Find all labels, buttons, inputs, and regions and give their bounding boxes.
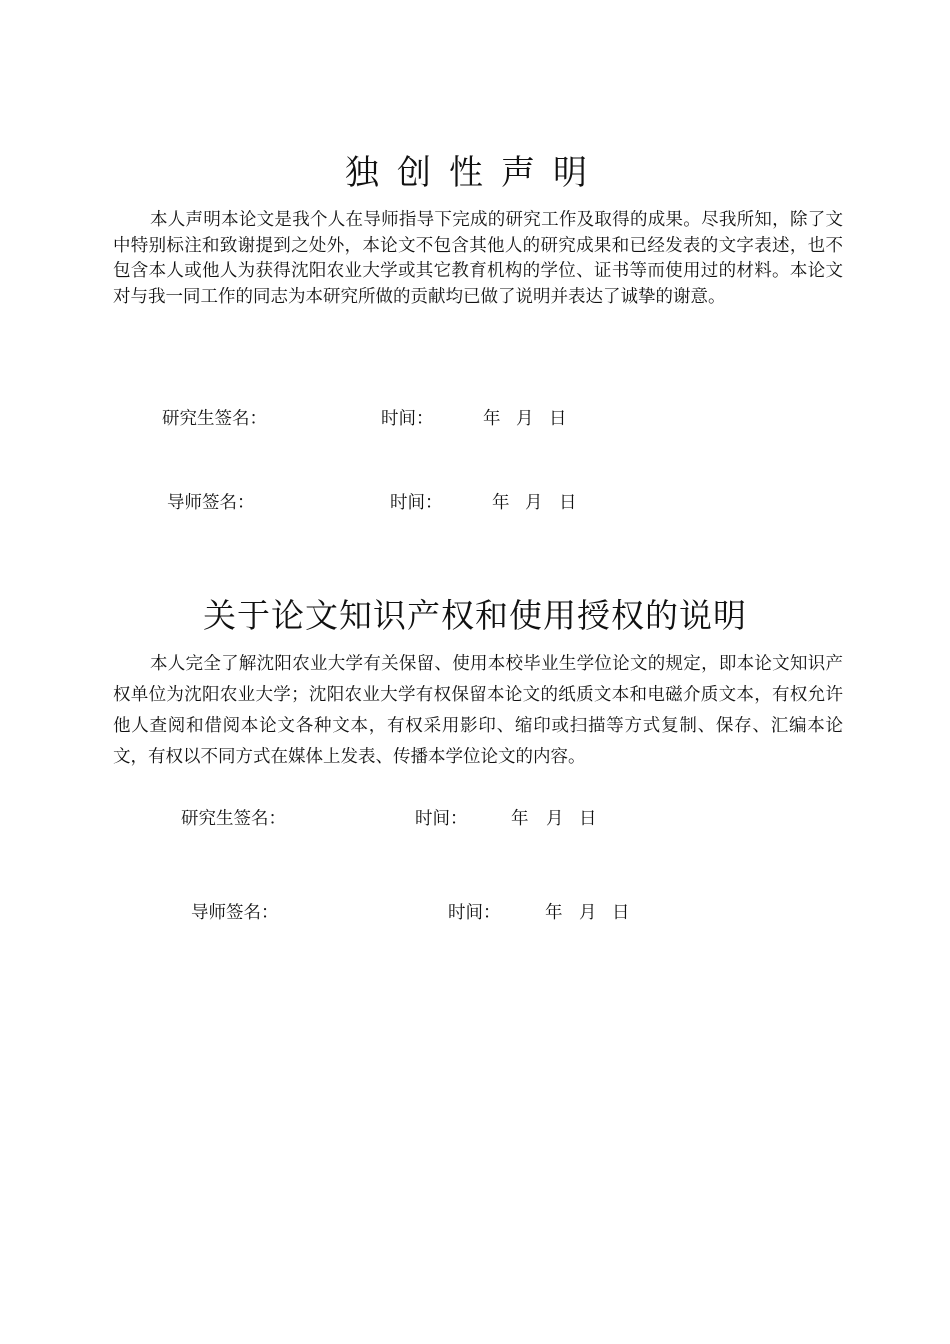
time-label: 时间： [390,493,443,513]
day-label: 日 [579,809,597,829]
student-signature-label: 研究生签名： [181,809,286,829]
advisor-signature-label: 导师签名： [167,493,255,513]
student-signature-label: 研究生签名： [162,409,267,429]
declaration-title: 独创性声明 [345,153,605,193]
month-label: 月 [546,809,564,829]
year-label: 年 [511,809,529,829]
authorization-body: 本人完全了解沈阳农业大学有关保留、使用本校毕业生学位论文的规定，即本论文知识产权单位为沈阳农业大学；沈阳农业大学有权保留本论文的纸质文本和电磁介质文本，有权允许他人查阅和借阅本论文各种文本，有权采用影印、缩印或扫描等方式复制、保存、汇编本论文，有权以不同方式在媒体上发表、传播本学位论文的内容。 [113,654,843,767]
month-label: 月 [516,409,534,429]
time-label: 时间： [415,809,468,829]
day-label: 日 [559,493,577,513]
day-label: 日 [612,903,630,923]
advisor-signature-label: 导师签名： [191,903,279,923]
time-label: 时间： [381,409,434,429]
declaration-body: 本人声明本论文是我个人在导师指导下完成的研究工作及取得的成果。尽我所知，除了文中特别标注和致谢提到之处外，本论文不包含其他人的研究成果和已经发表的文字表述，也不包含本人或他人为获得沈阳农业大学或其它教育机构的学位、证书等而使用过的材料。本论文对与我一同工作的同志为本研究所做的贡献均已做了说明并表达了诚挚的谢意。 [113,210,843,307]
year-label: 年 [545,903,563,923]
month-label: 月 [579,903,597,923]
year-label: 年 [483,409,501,429]
year-label: 年 [492,493,510,513]
authorization-title: 关于论文知识产权和使用授权的说明 [203,596,747,635]
day-label: 日 [549,409,567,429]
time-label: 时间： [448,903,501,923]
month-label: 月 [525,493,543,513]
